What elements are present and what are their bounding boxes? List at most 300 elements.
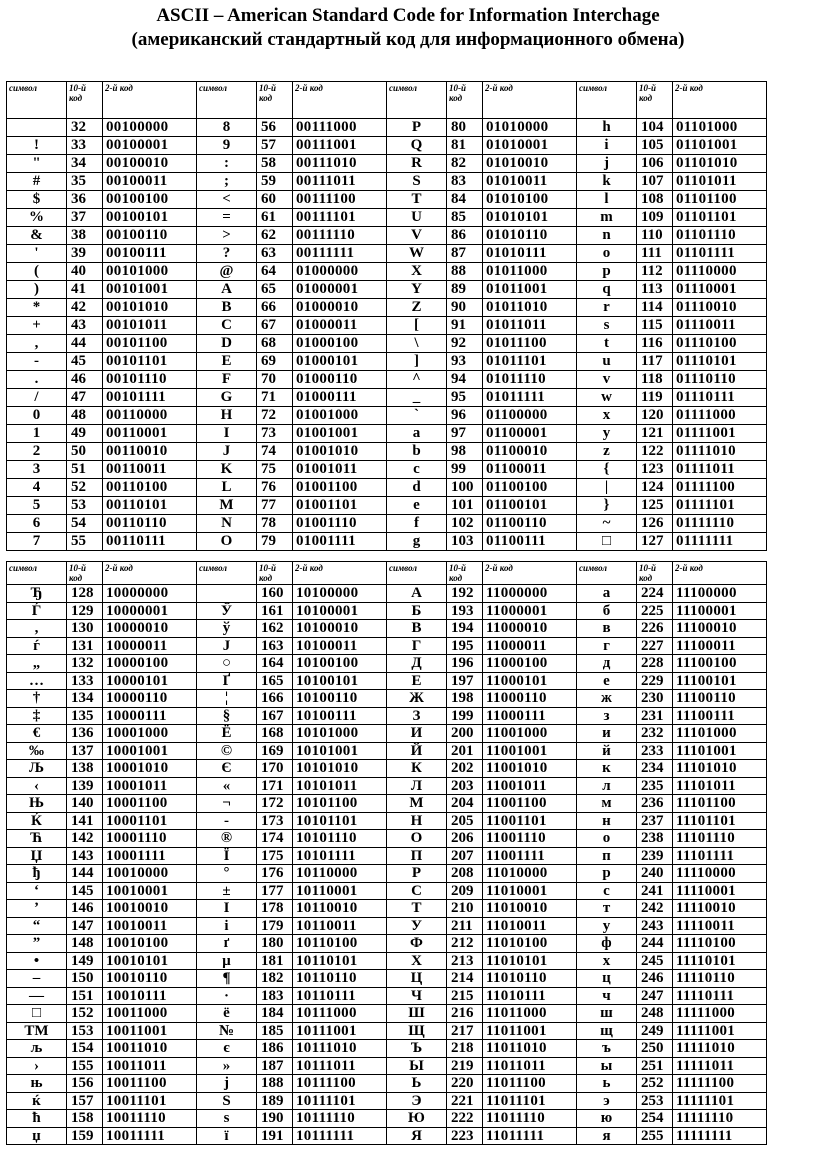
char-cell: S	[387, 173, 447, 191]
dec-code-cell: 221	[447, 1092, 483, 1110]
dec-code-header: 10-й код	[637, 82, 673, 119]
bin-code-cell: 11101100	[673, 795, 767, 813]
dec-code-cell: 238	[637, 830, 673, 848]
bin-code-cell: 10101100	[293, 795, 387, 813]
dec-code-cell: 177	[257, 882, 293, 900]
dec-code-cell: 32	[67, 119, 103, 137]
char-cell: µ	[197, 952, 257, 970]
char-cell: P	[387, 119, 447, 137]
char-cell: Б	[387, 602, 447, 620]
dec-code-cell: 84	[447, 191, 483, 209]
dec-code-cell: 81	[447, 137, 483, 155]
char-cell: {	[577, 461, 637, 479]
bin-code-cell: 01100100	[483, 479, 577, 497]
bin-code-cell: 10011001	[103, 1022, 197, 1040]
dec-code-cell: 208	[447, 865, 483, 883]
table-row	[7, 443, 767, 461]
bin-code-cell: 00110101	[103, 497, 197, 515]
bin-code-cell: 10100110	[293, 690, 387, 708]
bin-code-cell: 01000110	[293, 371, 387, 389]
table-row	[7, 865, 767, 883]
bin-code-cell: 10000010	[103, 620, 197, 638]
bin-code-cell: 01110101	[673, 353, 767, 371]
dec-code-cell: 187	[257, 1057, 293, 1075]
dec-code-cell: 198	[447, 690, 483, 708]
char-cell: ®	[197, 830, 257, 848]
table-row	[7, 620, 767, 638]
bin-code-cell: 01100111	[483, 533, 577, 551]
char-cell: Ь	[387, 1075, 447, 1093]
dec-code-cell: 224	[637, 585, 673, 603]
char-cell: †	[7, 690, 67, 708]
dec-code-cell: 229	[637, 672, 673, 690]
char-cell: J	[197, 443, 257, 461]
dec-code-cell: 178	[257, 900, 293, 918]
char-cell: <	[197, 191, 257, 209]
char-cell: к	[577, 760, 637, 778]
char-cell: ¬	[197, 795, 257, 813]
dec-code-cell: 218	[447, 1040, 483, 1058]
table-row	[7, 935, 767, 953]
bin-code-cell: 01000001	[293, 281, 387, 299]
char-cell: R	[387, 155, 447, 173]
dec-code-cell: 109	[637, 209, 673, 227]
dec-code-cell: 96	[447, 407, 483, 425]
bin-code-cell: 11000110	[483, 690, 577, 708]
dec-code-cell: 97	[447, 425, 483, 443]
dec-code-cell: 242	[637, 900, 673, 918]
char-cell: ·	[197, 987, 257, 1005]
dec-code-cell: 61	[257, 209, 293, 227]
table-row	[7, 407, 767, 425]
bin-code-cell: 01011011	[483, 317, 577, 335]
char-cell: Ы	[387, 1057, 447, 1075]
bin-code-cell: 10110111	[293, 987, 387, 1005]
bin-code-cell: 01010010	[483, 155, 577, 173]
char-cell: □	[7, 1005, 67, 1023]
dec-code-cell: 246	[637, 970, 673, 988]
char-cell: И	[387, 725, 447, 743]
bin-code-cell: 10100001	[293, 602, 387, 620]
table-row	[7, 1022, 767, 1040]
dec-code-cell: 236	[637, 795, 673, 813]
char-cell: і	[197, 917, 257, 935]
char-cell: ф	[577, 935, 637, 953]
dec-code-cell: 49	[67, 425, 103, 443]
bin-code-cell: 01011111	[483, 389, 577, 407]
dec-code-cell: 214	[447, 970, 483, 988]
bin-code-cell: 10011111	[103, 1127, 197, 1145]
char-cell: I	[197, 425, 257, 443]
dec-code-cell: 115	[637, 317, 673, 335]
symbol-header: символ	[197, 82, 257, 119]
char-cell: t	[577, 335, 637, 353]
char-cell: Ф	[387, 935, 447, 953]
dec-code-cell: 226	[637, 620, 673, 638]
dec-code-cell: 125	[637, 497, 673, 515]
bin-code-cell: 01010101	[483, 209, 577, 227]
bin-code-cell: 10011000	[103, 1005, 197, 1023]
char-cell: Ћ	[7, 830, 67, 848]
bin-code-cell: 10000001	[103, 602, 197, 620]
char-cell: ’	[7, 900, 67, 918]
dec-code-header: 10-й код	[447, 82, 483, 119]
char-cell: Й	[387, 742, 447, 760]
dec-code-cell: 100	[447, 479, 483, 497]
dec-code-cell: 225	[637, 602, 673, 620]
bin-code-cell: 00101001	[103, 281, 197, 299]
dec-code-header: 10-й код	[67, 82, 103, 119]
dec-code-cell: 212	[447, 935, 483, 953]
char-cell: §	[197, 707, 257, 725]
dec-code-cell: 156	[67, 1075, 103, 1093]
bin-code-cell: 01111110	[673, 515, 767, 533]
dec-code-cell: 48	[67, 407, 103, 425]
dec-code-cell: 110	[637, 227, 673, 245]
table-row	[7, 760, 767, 778]
table-row	[7, 847, 767, 865]
bin-code-cell: 11010100	[483, 935, 577, 953]
dec-code-cell: 47	[67, 389, 103, 407]
bin-code-cell: 10001001	[103, 742, 197, 760]
bin-code-cell: 10110010	[293, 900, 387, 918]
bin-code-cell: 01001011	[293, 461, 387, 479]
char-cell: &	[7, 227, 67, 245]
bin-code-cell: 00110010	[103, 443, 197, 461]
char-cell: `	[387, 407, 447, 425]
table-row	[7, 707, 767, 725]
bin-code-cell: 11001111	[483, 847, 577, 865]
dec-code-cell: 34	[67, 155, 103, 173]
bin-code-cell: 00111001	[293, 137, 387, 155]
dec-code-cell: 234	[637, 760, 673, 778]
char-cell: Ж	[387, 690, 447, 708]
dec-code-cell: 132	[67, 655, 103, 673]
char-cell: q	[577, 281, 637, 299]
char-cell: С	[387, 882, 447, 900]
bin-code-cell: 01111001	[673, 425, 767, 443]
dec-code-cell: 166	[257, 690, 293, 708]
dec-code-cell: 162	[257, 620, 293, 638]
dec-code-cell: 195	[447, 637, 483, 655]
char-cell: V	[387, 227, 447, 245]
dec-code-cell: 210	[447, 900, 483, 918]
dec-code-cell: 33	[67, 137, 103, 155]
bin-code-cell: 10111110	[293, 1110, 387, 1128]
bin-code-cell: 11111000	[673, 1005, 767, 1023]
char-cell: D	[197, 335, 257, 353]
char-cell: 6	[7, 515, 67, 533]
dec-code-cell: 68	[257, 335, 293, 353]
char-cell: B	[197, 299, 257, 317]
bin-code-cell: 10110011	[293, 917, 387, 935]
bin-code-cell: 11100101	[673, 672, 767, 690]
dec-code-cell: 89	[447, 281, 483, 299]
char-cell: Ъ	[387, 1040, 447, 1058]
bin-code-cell: 10110101	[293, 952, 387, 970]
dec-code-cell: 165	[257, 672, 293, 690]
dec-code-cell: 255	[637, 1127, 673, 1145]
table-row	[7, 173, 767, 191]
dec-code-cell: 123	[637, 461, 673, 479]
dec-code-cell: 107	[637, 173, 673, 191]
char-cell: @	[197, 263, 257, 281]
table-row	[7, 281, 767, 299]
bin-code-cell: 11010101	[483, 952, 577, 970]
dec-code-cell: 101	[447, 497, 483, 515]
bin-code-cell: 01010111	[483, 245, 577, 263]
table-row	[7, 795, 767, 813]
char-cell: Ќ	[7, 812, 67, 830]
bin-code-cell: 11110000	[673, 865, 767, 883]
dec-code-cell: 185	[257, 1022, 293, 1040]
dec-code-cell: 65	[257, 281, 293, 299]
dec-code-cell: 180	[257, 935, 293, 953]
char-cell: [	[387, 317, 447, 335]
char-cell: Ґ	[197, 672, 257, 690]
bin-code-cell: 00100101	[103, 209, 197, 227]
bin-code-cell: 00111011	[293, 173, 387, 191]
char-cell: G	[197, 389, 257, 407]
char-cell: 9	[197, 137, 257, 155]
dec-code-cell: 193	[447, 602, 483, 620]
char-cell: љ	[7, 1040, 67, 1058]
bin-code-cell: 10001100	[103, 795, 197, 813]
table-row	[7, 672, 767, 690]
dec-code-cell: 199	[447, 707, 483, 725]
dec-code-cell: 69	[257, 353, 293, 371]
char-cell: ;	[197, 173, 257, 191]
bin-code-cell: 10101011	[293, 777, 387, 795]
char-cell: ђ	[7, 865, 67, 883]
char-cell: ы	[577, 1057, 637, 1075]
dec-code-cell: 150	[67, 970, 103, 988]
char-cell: –	[7, 970, 67, 988]
char-cell: ‘	[7, 882, 67, 900]
bin-code-cell: 11000100	[483, 655, 577, 673]
char-cell: w	[577, 389, 637, 407]
bin-code-cell: 01000000	[293, 263, 387, 281]
char-cell: Щ	[387, 1022, 447, 1040]
char-cell: Ѕ	[197, 1092, 257, 1110]
dec-code-cell: 131	[67, 637, 103, 655]
bin-code-cell: 01000101	[293, 353, 387, 371]
dec-code-cell: 146	[67, 900, 103, 918]
table-header-row	[7, 82, 767, 119]
bin-code-cell: 11110110	[673, 970, 767, 988]
char-cell: ь	[577, 1075, 637, 1093]
bin-code-cell: 10100111	[293, 707, 387, 725]
dec-code-cell: 237	[637, 812, 673, 830]
dec-code-cell: 66	[257, 299, 293, 317]
bin-code-cell: 01011000	[483, 263, 577, 281]
bin-code-cell: 01011010	[483, 299, 577, 317]
dec-code-cell: 130	[67, 620, 103, 638]
dec-code-cell: 52	[67, 479, 103, 497]
bin-code-cell: 11011000	[483, 1005, 577, 1023]
bin-code-cell: 10111011	[293, 1057, 387, 1075]
table-row	[7, 952, 767, 970]
bin-code-cell: 01110001	[673, 281, 767, 299]
char-cell: X	[387, 263, 447, 281]
symbol-header: символ	[7, 82, 67, 119]
dec-code-cell: 252	[637, 1075, 673, 1093]
bin-code-cell: 11001011	[483, 777, 577, 795]
bin-code-cell: 01100011	[483, 461, 577, 479]
bin-code-cell: 11011111	[483, 1127, 577, 1145]
bin-code-cell: 00110111	[103, 533, 197, 551]
dec-code-cell: 159	[67, 1127, 103, 1145]
dec-code-cell: 99	[447, 461, 483, 479]
dec-code-cell: 57	[257, 137, 293, 155]
table-row	[7, 987, 767, 1005]
char-cell: Д	[387, 655, 447, 673]
char-cell: d	[387, 479, 447, 497]
bin-code-cell: 01011001	[483, 281, 577, 299]
bin-code-cell: 10000111	[103, 707, 197, 725]
char-cell: ,	[7, 335, 67, 353]
char-cell: є	[197, 1040, 257, 1058]
char-cell: .	[7, 371, 67, 389]
bin-code-cell: 11100011	[673, 637, 767, 655]
dec-code-cell: 36	[67, 191, 103, 209]
char-cell: /	[7, 389, 67, 407]
bin-code-cell: 11010111	[483, 987, 577, 1005]
dec-code-cell: 128	[67, 585, 103, 603]
char-cell: э	[577, 1092, 637, 1110]
bin-code-header: 2-й код	[673, 82, 767, 119]
dec-code-cell: 179	[257, 917, 293, 935]
dec-code-cell: 244	[637, 935, 673, 953]
dec-code-cell: 249	[637, 1022, 673, 1040]
table-row	[7, 830, 767, 848]
ascii-table-128-255	[6, 561, 767, 1145]
bin-code-cell: 01000011	[293, 317, 387, 335]
dec-code-cell: 181	[257, 952, 293, 970]
dec-code-header: 10-й код	[257, 562, 293, 585]
dec-code-cell: 114	[637, 299, 673, 317]
dec-code-cell: 251	[637, 1057, 673, 1075]
bin-code-cell: 11011101	[483, 1092, 577, 1110]
char-cell: m	[577, 209, 637, 227]
bin-code-cell: 11000101	[483, 672, 577, 690]
bin-code-cell: 10011010	[103, 1040, 197, 1058]
dec-code-cell: 55	[67, 533, 103, 551]
bin-code-cell: 01110011	[673, 317, 767, 335]
bin-code-cell: 00101110	[103, 371, 197, 389]
bin-code-cell: 00100000	[103, 119, 197, 137]
dec-code-cell: 54	[67, 515, 103, 533]
bin-code-cell: 10111101	[293, 1092, 387, 1110]
char-cell: M	[197, 497, 257, 515]
char-cell	[197, 585, 257, 603]
char-cell: •	[7, 952, 67, 970]
char-cell: %	[7, 209, 67, 227]
char-cell: $	[7, 191, 67, 209]
bin-code-cell: 11010011	[483, 917, 577, 935]
bin-code-cell: 11001110	[483, 830, 577, 848]
dec-code-cell: 79	[257, 533, 293, 551]
dec-code-cell: 197	[447, 672, 483, 690]
char-cell: ћ	[7, 1110, 67, 1128]
dec-code-cell: 118	[637, 371, 673, 389]
char-cell: ќ	[7, 1092, 67, 1110]
char-cell: Ђ	[7, 585, 67, 603]
char-cell: #	[7, 173, 67, 191]
dec-code-cell: 216	[447, 1005, 483, 1023]
dec-code-cell: 235	[637, 777, 673, 795]
dec-code-cell: 56	[257, 119, 293, 137]
dec-code-cell: 248	[637, 1005, 673, 1023]
table-row	[7, 119, 767, 137]
char-cell: Э	[387, 1092, 447, 1110]
char-cell	[7, 119, 67, 137]
char-cell: Г	[387, 637, 447, 655]
char-cell: Ч	[387, 987, 447, 1005]
char-cell: Р	[387, 865, 447, 883]
dec-code-cell: 167	[257, 707, 293, 725]
dec-code-cell: 62	[257, 227, 293, 245]
bin-code-cell: 00110011	[103, 461, 197, 479]
char-cell: u	[577, 353, 637, 371]
dec-code-cell: 190	[257, 1110, 293, 1128]
bin-code-cell: 01001001	[293, 425, 387, 443]
bin-code-cell: 01111010	[673, 443, 767, 461]
bin-code-cell: 01001101	[293, 497, 387, 515]
dec-code-cell: 80	[447, 119, 483, 137]
dec-code-cell: 158	[67, 1110, 103, 1128]
dec-code-cell: 92	[447, 335, 483, 353]
dec-code-cell: 119	[637, 389, 673, 407]
char-cell: o	[577, 245, 637, 263]
bin-code-cell: 00101010	[103, 299, 197, 317]
char-cell: с	[577, 882, 637, 900]
dec-code-cell: 211	[447, 917, 483, 935]
bin-code-cell: 10010111	[103, 987, 197, 1005]
bin-code-cell: 01101111	[673, 245, 767, 263]
dec-code-cell: 122	[637, 443, 673, 461]
dec-code-cell: 157	[67, 1092, 103, 1110]
dec-code-cell: 173	[257, 812, 293, 830]
bin-code-cell: 01101010	[673, 155, 767, 173]
bin-code-cell: 00101100	[103, 335, 197, 353]
dec-code-cell: 231	[637, 707, 673, 725]
char-cell: Ш	[387, 1005, 447, 1023]
page-subtitle: (американский стандартный код для информационного обмена)	[131, 29, 685, 50]
dec-code-cell: 148	[67, 935, 103, 953]
char-cell: v	[577, 371, 637, 389]
dec-code-cell: 124	[637, 479, 673, 497]
dec-code-cell: 85	[447, 209, 483, 227]
table-row	[7, 637, 767, 655]
table-row	[7, 371, 767, 389]
dec-code-cell: 39	[67, 245, 103, 263]
dec-code-cell: 37	[67, 209, 103, 227]
dec-code-cell: 135	[67, 707, 103, 725]
bin-code-cell: 00101000	[103, 263, 197, 281]
bin-code-cell: 01100101	[483, 497, 577, 515]
dec-code-cell: 223	[447, 1127, 483, 1145]
char-cell: ї	[197, 1127, 257, 1145]
bin-code-cell: 10001010	[103, 760, 197, 778]
char-cell: п	[577, 847, 637, 865]
char-cell: й	[577, 742, 637, 760]
bin-code-cell: 11101101	[673, 812, 767, 830]
dec-code-cell: 254	[637, 1110, 673, 1128]
bin-code-cell: 11000011	[483, 637, 577, 655]
char-cell: □	[577, 533, 637, 551]
ascii-table-0-127	[6, 81, 767, 551]
